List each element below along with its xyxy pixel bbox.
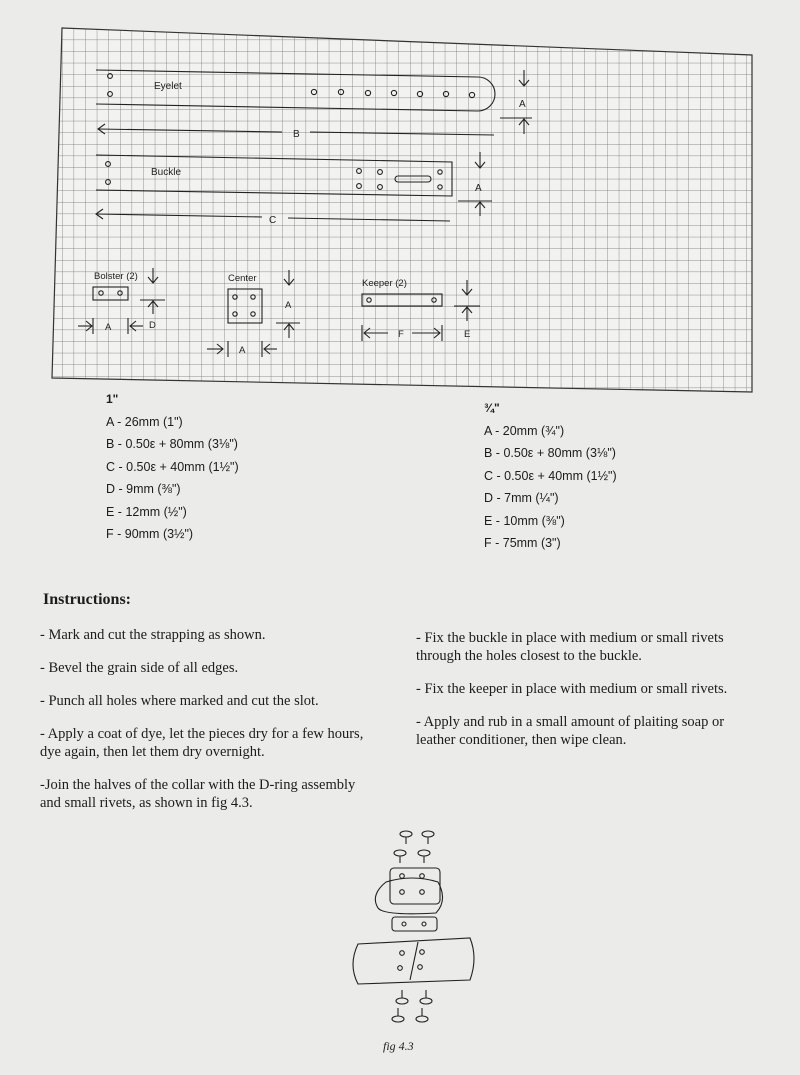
keeper-dim-e: E bbox=[464, 329, 471, 340]
measurements-3-4-inch-heading: ¾" bbox=[484, 401, 500, 415]
measure-f-1in: F - 90mm (3½") bbox=[106, 527, 194, 541]
instructions-right-column bbox=[416, 629, 756, 764]
d-ring-assembly-figure bbox=[340, 820, 490, 1035]
instruction-step: - Fix the buckle in place with medium or small rivets through the holes closest to the buckle. bbox=[416, 630, 724, 664]
rivet-icon bbox=[394, 831, 434, 863]
instruction-step: - Apply a coat of dye, let the pieces dry for a few hours, dye again, then let them dry overnight. bbox=[40, 726, 364, 760]
measure-c-1in: C - 0.50ε + 40mm (1½") bbox=[106, 459, 239, 474]
keeper-label: Keeper (2) bbox=[362, 278, 407, 289]
measurements-1-inch bbox=[106, 388, 239, 546]
instruction-step: - Mark and cut the strapping as shown. bbox=[40, 627, 266, 643]
measure-c-34in: C - 0.50ε + 40mm (1½") bbox=[484, 468, 617, 483]
dim-label-a: A bbox=[519, 99, 526, 110]
bolster-shape bbox=[390, 868, 440, 904]
buckle-label: Buckle bbox=[151, 167, 182, 178]
dim-label-a-buckle: A bbox=[475, 183, 482, 194]
measure-a-1in: A - 26mm (1") bbox=[106, 414, 183, 429]
measure-f-34in: F - 75mm (3") bbox=[484, 536, 561, 550]
instructions-left-column bbox=[40, 626, 378, 827]
collar-pattern-diagram bbox=[0, 0, 800, 400]
instruction-step: -Join the halves of the collar with the D-ring assembly and small rivets, as shown in fig 4.3. bbox=[40, 777, 356, 811]
figure-caption: fig 4.3 bbox=[383, 1039, 414, 1053]
rivet-icon bbox=[392, 990, 432, 1022]
measure-d-1in: D - 9mm (⅜") bbox=[106, 482, 181, 496]
measure-a-34in: A - 20mm (¾") bbox=[484, 423, 565, 438]
measure-e-34in: E - 10mm (⅜") bbox=[484, 513, 565, 528]
center-connector bbox=[392, 917, 437, 931]
measurements-1-inch-heading: 1" bbox=[106, 392, 119, 406]
center-label: Center bbox=[228, 273, 257, 284]
center-dim-a-width: A bbox=[239, 345, 246, 356]
bolster-dim-a: A bbox=[105, 322, 112, 333]
dim-label-b: B bbox=[293, 129, 300, 140]
keeper-dim-f: F bbox=[398, 329, 404, 340]
measure-b-34in: B - 0.50ε + 80mm (3⅛") bbox=[484, 446, 616, 460]
instruction-step: - Punch all holes where marked and cut the slot. bbox=[40, 693, 319, 709]
bolster-label: Bolster (2) bbox=[94, 271, 138, 282]
center-dim-a: A bbox=[285, 300, 292, 311]
instruction-step: - Bevel the grain side of all edges. bbox=[40, 660, 239, 676]
instruction-step: - Apply and rub in a small amount of plaiting soap or leather conditioner, then wipe clean. bbox=[416, 714, 725, 748]
bolster-dim-d: D bbox=[149, 320, 156, 331]
instruction-step: - Fix the keeper in place with medium or small rivets. bbox=[416, 681, 728, 697]
instructions-heading: Instructions: bbox=[43, 591, 132, 608]
measurements-3-4-inch bbox=[484, 397, 617, 555]
measure-b-1in: B - 0.50ε + 80mm (3⅛") bbox=[106, 437, 238, 451]
measure-d-34in: D - 7mm (¼") bbox=[484, 491, 559, 505]
measure-e-1in: E - 12mm (½") bbox=[106, 504, 187, 519]
d-ring-icon bbox=[375, 878, 442, 914]
eyelet-label: Eyelet bbox=[154, 81, 182, 92]
dim-label-c: C bbox=[269, 215, 277, 226]
